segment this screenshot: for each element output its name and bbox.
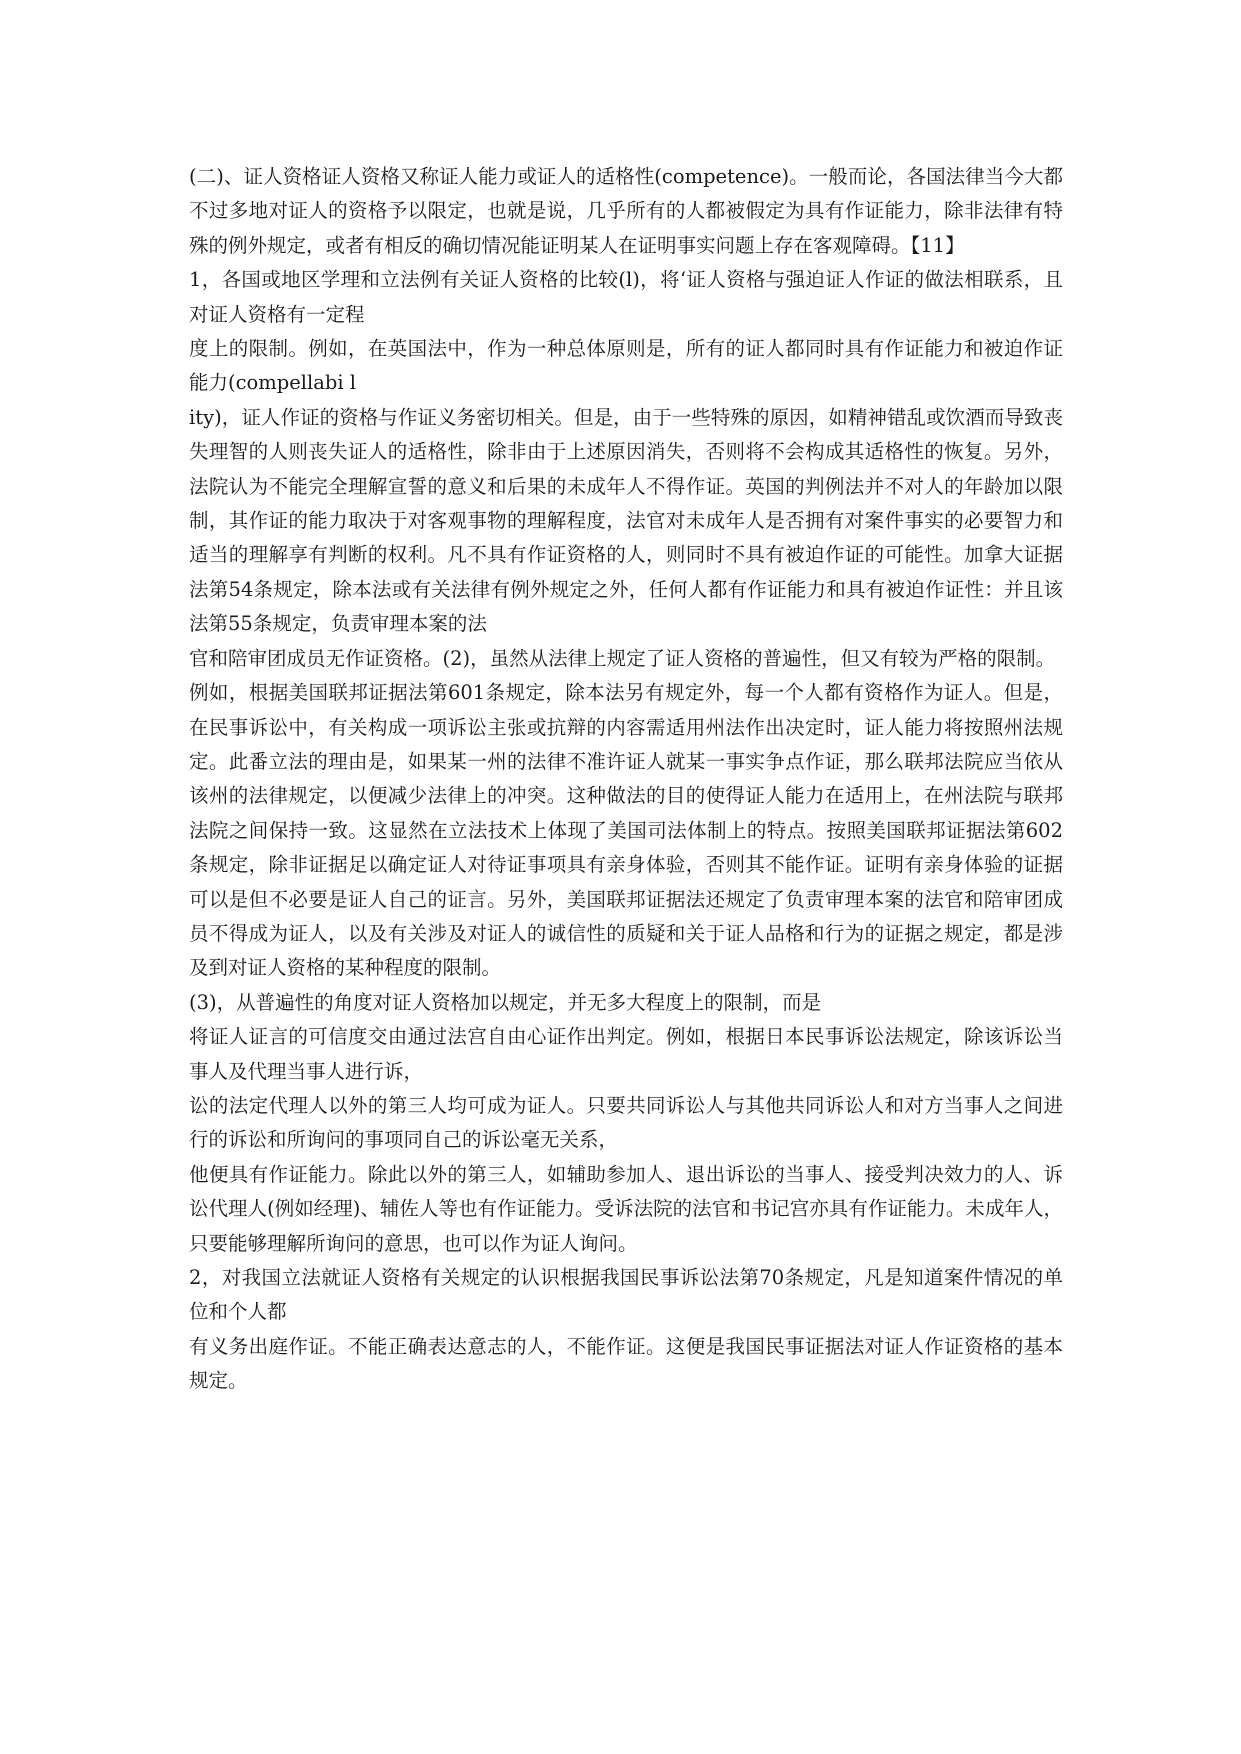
paragraph-japan-capacity: 他便具有作证能力。除此以外的第三人，如辅助参加人、退出诉讼的当事人、接受判决效力的人、诉讼代理人(例如经理)、辅佐人等也有作证能力。受诉法院的法官和书记宫亦具有作证能力。未成年人，只要能够理解所询问的意思，也可以作为证人询问。 (189, 1162, 1063, 1255)
paragraph-japan-civil-procedure: 将证人证言的可信度交由通过法宫自由心证作出判定。例如，根据日本民事诉讼法规定，除该诉讼当事人及代理当事人进行诉， (189, 1025, 1063, 1083)
paragraph-japan-third-party: 讼的法定代理人以外的第三人均可成为证人。只要共同诉讼人与其他共同诉讼人和对方当事人之间进行的诉讼和所询问的事项同自己的诉讼毫无关系， (189, 1093, 1063, 1152)
paragraph-english-canadian-law: ity)，证人作证的资格与作证义务密切相关。但是，由于一些特殊的原因，如精神错乱或饮酒而导致丧失理智的人则丧失证人的适格性，除非由于上述原因消失，否则将不会构成其适格性的恢复。另外，法院认为不能完全理解宣誓的意义和后果的未成年人不得作证。英国的判例法并不对人的年龄加以限制，其作证的能力取决于对客观事物的理解程度，法官对未成年人是否拥有对案件事实的必要智力和适当的理解享有判断的权利。凡不具有作证资格的人，则同时不具有被迫作证的可能性。加拿大证据法第54条规定，除本法或有关法律有例外规定之外，任何人都有作证能力和具有被迫作证性：并且该法第55条规定，负责审理本案的法 (189, 405, 1063, 636)
paragraph-restriction-point-2: 官和陪审团成员无作证资格。(2)，虽然从法律上规定了证人资格的普遍性，但又有较为严格的限制。 (189, 646, 1056, 670)
paragraph-china-law-heading: 2，对我国立法就证人资格有关规定的认识根据我国民事诉讼法第70条规定，凡是知道案件情况的单位和个人都 (189, 1266, 1063, 1324)
paragraph-us-federal-evidence: 例如，根据美国联邦证据法第601条规定，除本法另有规定外，每一个人都有资格作为证人。但是，在民事诉讼中，有关构成一项诉讼主张或抗辩的内容需适用州法作出决定时，证人能力将按照州法规定。此番立法的理由是，如果某一州的法律不准许证人就某一事实争点作证，那么联邦法院应当依从该州的法律规定，以便减少法律上的冲突。这种做法的目的使得证人能力在适用上，在州法院与联邦法院之间保持一致。这显然在立法技术上体现了美国司法体制上的特点。按照美国联邦证据法第602条规定，除非证据足以确定证人对待证事项具有亲身体验，否则其不能作证。证明有亲身体验的证据可以是但不必要是证人自己的证言。另外，美国联邦证据法还规定了负责审理本案的法官和陪审团成员不得成为证人，以及有关涉及对证人的诚信性的质疑和关于证人品格和行为的证据之规定，都是涉及到对证人资格的某种程度的限制。 (189, 681, 1063, 980)
paragraph-english-law: 度上的限制。例如，在英国法中，作为一种总体原则是，所有的证人都同时具有作证能力和被迫作证能力(compellabi l (189, 337, 1063, 395)
paragraph-china-basic-rule: 有义务出庭作证。不能正确表达意志的人，不能作证。这便是我国民事证据法对证人作证资格的基本规定。 (189, 1334, 1063, 1393)
paragraph-witness-qualification-intro: (二)、证人资格证人资格又称证人能力或证人的适格性(competence)。一般而论，各国法律当今大都不过多地对证人的资格予以限定，也就是说，几乎所有的人都被假定为具有作证能力，除非法律有特殊的例外规定，或者有相反的确切情况能证明某人在证明事实问题上存在客观障碍。【11】 (189, 165, 1063, 257)
paragraph-point-3: (3)，从普遍性的角度对证人资格加以规定，并无多大程度上的限制，而是 (189, 990, 822, 1014)
document-body (189, 160, 1063, 1399)
paragraph-comparison-heading: 1，各国或地区学理和立法例有关证人资格的比较(l)，将‘证人资格与强迫证人作证的做法相联系，且对证人资格有一定程 (189, 268, 1063, 326)
